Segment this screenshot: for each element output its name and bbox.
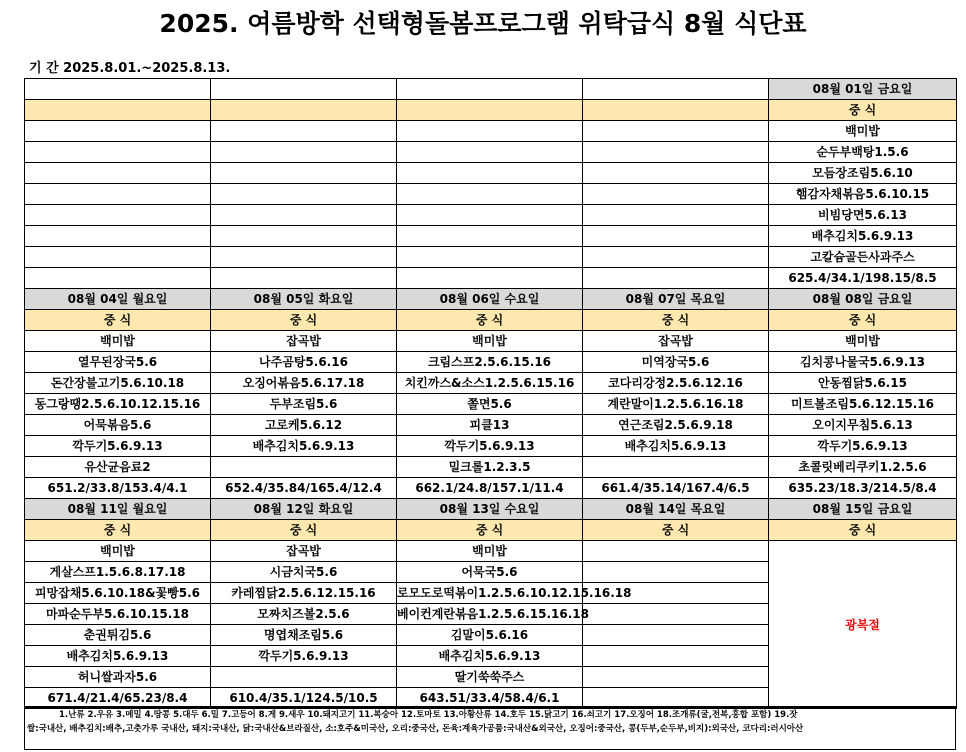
footer-notes xyxy=(24,706,956,750)
table-row xyxy=(25,457,957,478)
menu-item: 시금치국5.6 xyxy=(211,562,397,583)
menu-item: 밀크롤1.2.3.5 xyxy=(397,457,583,478)
menu-item: 625.4/34.1/198.15/8.5 xyxy=(769,268,957,289)
empty-cell xyxy=(211,268,397,289)
week1-meal-row xyxy=(25,100,957,121)
menu-item: 계란말이1.2.5.6.16.18 xyxy=(583,394,769,415)
date-header: 08월 11일 월요일 xyxy=(25,499,211,520)
menu-item: 미트볼조림5.6.12.15.16 xyxy=(769,394,957,415)
table-row xyxy=(25,478,957,499)
meal-label: 중 식 xyxy=(583,310,769,331)
menu-item: 662.1/24.8/157.1/11.4 xyxy=(397,478,583,499)
meal-label: 중 식 xyxy=(211,520,397,541)
table-row xyxy=(25,184,957,205)
menu-item: 오이지무침5.6.13 xyxy=(769,415,957,436)
meal-label: 중 식 xyxy=(583,520,769,541)
menu-item: 유산균음료2 xyxy=(25,457,211,478)
empty-cell xyxy=(211,226,397,247)
empty-cell xyxy=(397,79,583,100)
menu-item: 백미밥 xyxy=(769,331,957,352)
page-title: 2025. 여름방학 선택형돌봄프로그램 위탁급식 8월 식단표 xyxy=(159,9,807,38)
empty-cell xyxy=(25,205,211,226)
menu-item: 순두부백탕1.5.6 xyxy=(769,142,957,163)
origin-notes: 쌀:국내산, 배추김치:배추,고춧가루 국내산, 돼지:국내산, 닭:국내산&브라질산, 소:호주&미국산, 오리:중국산, 돈육:계육가공품:국내산&외국산, 오징어:중국산, 콩(두부,순두부,비지):외국산, 코다리:러시아산 xyxy=(27,724,804,734)
empty-cell xyxy=(583,184,769,205)
menu-item: 오징어볶음5.6.17.18 xyxy=(211,373,397,394)
table-row xyxy=(25,541,957,562)
date-header: 08월 15일 금요일 xyxy=(769,499,957,520)
empty-cell xyxy=(211,205,397,226)
empty-cell xyxy=(583,79,769,100)
holiday-label: 광복절 xyxy=(769,541,957,709)
menu-item: 어묵국5.6 xyxy=(397,562,583,583)
menu-item: 두부조림5.6 xyxy=(211,394,397,415)
menu-item: 백미밥 xyxy=(397,541,583,562)
menu-item: 잡곡밥 xyxy=(211,331,397,352)
menu-item: 미역장국5.6 xyxy=(583,352,769,373)
empty-cell xyxy=(583,226,769,247)
meal-label: 중 식 xyxy=(25,520,211,541)
table-row xyxy=(25,247,957,268)
menu-item: 고로케5.6.12 xyxy=(211,415,397,436)
allergen-legend: 1.난류 2.우유 3.메밀 4.땅콩 5.대두 6.밀 7.고등어 8.게 9.새우 10.돼지고기 11.복숭아 12.토마토 13.아황산류 14.호두 15.닭고기 16.쇠고기 17.오징어 18.조개류(굴,전복,홍합 포함) 19.잣 xyxy=(59,710,798,720)
menu-item: 잡곡밥 xyxy=(583,331,769,352)
date-header: 08월 14일 목요일 xyxy=(583,499,769,520)
empty-cell xyxy=(25,121,211,142)
date-header: 08월 01일 금요일 xyxy=(769,79,957,100)
menu-item: 깍두기5.6.9.13 xyxy=(25,436,211,457)
menu-item: 김말이5.6.16 xyxy=(397,625,583,646)
menu-item: 동그랑땡2.5.6.10.12.15.16 xyxy=(25,394,211,415)
menu-item: 백미밥 xyxy=(397,331,583,352)
empty-cell xyxy=(25,100,211,121)
menu-item: 배추김치5.6.9.13 xyxy=(211,436,397,457)
empty-cell xyxy=(211,100,397,121)
menu-item: 배추김치5.6.9.13 xyxy=(25,646,211,667)
meal-label: 중 식 xyxy=(25,310,211,331)
menu-item: 연근조림2.5.6.9.18 xyxy=(583,415,769,436)
date-header: 08월 08일 금요일 xyxy=(769,289,957,310)
empty-cell xyxy=(583,562,769,583)
empty-cell xyxy=(211,121,397,142)
menu-item: 마파순두부5.6.10.15.18 xyxy=(25,604,211,625)
date-header: 08월 06일 수요일 xyxy=(397,289,583,310)
meal-label: 중 식 xyxy=(769,310,957,331)
date-header: 08월 05일 화요일 xyxy=(211,289,397,310)
menu-item: 김치콩나물국5.6.9.13 xyxy=(769,352,957,373)
table-row xyxy=(25,121,957,142)
table-row xyxy=(25,394,957,415)
menu-item: 명엽채조림5.6 xyxy=(211,625,397,646)
table-row xyxy=(25,436,957,457)
menu-item: 610.4/35.1/124.5/10.5 xyxy=(211,688,397,709)
menu-item: 모듬장조림5.6.10 xyxy=(769,163,957,184)
date-header: 08월 04일 월요일 xyxy=(25,289,211,310)
empty-cell xyxy=(583,163,769,184)
empty-cell xyxy=(397,163,583,184)
empty-cell xyxy=(583,247,769,268)
menu-item: 백미밥 xyxy=(25,541,211,562)
menu-item: 671.4/21.4/65.23/8.4 xyxy=(25,688,211,709)
empty-cell xyxy=(397,205,583,226)
empty-cell xyxy=(397,226,583,247)
menu-item: 백미밥 xyxy=(769,121,957,142)
menu-item: 초콜릿베리쿠키1.2.5.6 xyxy=(769,457,957,478)
menu-item: 652.4/35.84/165.4/12.4 xyxy=(211,478,397,499)
menu-item: 로모도로떡볶이1.2.5.6.10.12.15.16.18 xyxy=(397,583,583,604)
menu-item: 651.2/33.8/153.4/4.1 xyxy=(25,478,211,499)
empty-cell xyxy=(397,142,583,163)
meal-label: 중 식 xyxy=(397,310,583,331)
menu-item: 돈간장불고기5.6.10.18 xyxy=(25,373,211,394)
menu-item: 643.51/33.4/58.4/6.1 xyxy=(397,688,583,709)
period-label: 기 간 2025.8.01.~2025.8.13. xyxy=(29,61,231,76)
week3-meal-row xyxy=(25,520,957,541)
menu-item: 카레찜닭2.5.6.12.15.16 xyxy=(211,583,397,604)
menu-item: 게살스프1.5.6.8.17.18 xyxy=(25,562,211,583)
empty-cell xyxy=(397,268,583,289)
menu-item: 비빔당면5.6.13 xyxy=(769,205,957,226)
menu-item xyxy=(583,457,769,478)
empty-cell xyxy=(25,184,211,205)
menu-item xyxy=(211,457,397,478)
week3-date-row xyxy=(25,499,957,520)
empty-cell xyxy=(583,646,769,667)
menu-item: 잡곡밥 xyxy=(211,541,397,562)
empty-cell xyxy=(25,226,211,247)
empty-cell xyxy=(25,142,211,163)
week2-date-row xyxy=(25,289,957,310)
menu-table xyxy=(24,78,957,709)
menu-item: 허니쌀과자5.6 xyxy=(25,667,211,688)
menu-item: 피클13 xyxy=(397,415,583,436)
empty-cell xyxy=(211,79,397,100)
menu-item: 크림스프2.5.6.15.16 xyxy=(397,352,583,373)
meal-label: 중 식 xyxy=(211,310,397,331)
date-header: 08월 13일 수요일 xyxy=(397,499,583,520)
empty-cell xyxy=(397,247,583,268)
table-row xyxy=(25,205,957,226)
menu-item: 661.4/35.14/167.4/6.5 xyxy=(583,478,769,499)
meal-label: 중 식 xyxy=(769,520,957,541)
empty-cell xyxy=(211,142,397,163)
menu-item: 635.23/18.3/214.5/8.4 xyxy=(769,478,957,499)
table-row xyxy=(25,415,957,436)
menu-item: 치킨까스&소스1.2.5.6.15.16 xyxy=(397,373,583,394)
menu-item: 코다리강정2.5.6.12.16 xyxy=(583,373,769,394)
menu-item: 쫄면5.6 xyxy=(397,394,583,415)
menu-item: 열무된장국5.6 xyxy=(25,352,211,373)
table-row xyxy=(25,268,957,289)
empty-cell xyxy=(397,100,583,121)
date-header: 08월 07일 목요일 xyxy=(583,289,769,310)
menu-item: 깍두기5.6.9.13 xyxy=(397,436,583,457)
menu-item: 모짜치즈볼2.5.6 xyxy=(211,604,397,625)
empty-cell xyxy=(583,121,769,142)
table-row xyxy=(25,226,957,247)
menu-item: 베이컨계란볶음1.2.5.6.15.16.18 xyxy=(397,604,583,625)
table-row xyxy=(25,163,957,184)
empty-cell xyxy=(25,247,211,268)
menu-item xyxy=(211,667,397,688)
empty-cell xyxy=(583,142,769,163)
empty-cell xyxy=(25,163,211,184)
meal-label: 중 식 xyxy=(769,100,957,121)
week2-meal-row xyxy=(25,310,957,331)
empty-cell xyxy=(583,541,769,562)
empty-cell xyxy=(583,205,769,226)
menu-item: 깍두기5.6.9.13 xyxy=(211,646,397,667)
empty-cell xyxy=(211,184,397,205)
empty-cell xyxy=(397,121,583,142)
table-row xyxy=(25,142,957,163)
empty-cell xyxy=(583,100,769,121)
menu-item: 배추김치5.6.9.13 xyxy=(583,436,769,457)
menu-item: 고칼슘골든사과주스 xyxy=(769,247,957,268)
menu-item: 깍두기5.6.9.13 xyxy=(769,436,957,457)
empty-cell xyxy=(583,604,769,625)
empty-cell xyxy=(583,625,769,646)
empty-cell xyxy=(211,163,397,184)
menu-item: 춘권튀김5.6 xyxy=(25,625,211,646)
empty-cell xyxy=(397,184,583,205)
menu-item: 배추김치5.6.9.13 xyxy=(397,646,583,667)
menu-item: 딸기쑥쑥주스 xyxy=(397,667,583,688)
date-header: 08월 12일 화요일 xyxy=(211,499,397,520)
menu-item: 피망잡채5.6.10.18&꽃빵5.6 xyxy=(25,583,211,604)
table-row xyxy=(25,331,957,352)
menu-item: 햄감자채볶음5.6.10.15 xyxy=(769,184,957,205)
week1-date-row xyxy=(25,79,957,100)
empty-cell xyxy=(25,79,211,100)
empty-cell xyxy=(25,268,211,289)
empty-cell xyxy=(211,247,397,268)
table-row xyxy=(25,373,957,394)
table-row xyxy=(25,352,957,373)
meal-label: 중 식 xyxy=(397,520,583,541)
menu-item: 어묵볶음5.6 xyxy=(25,415,211,436)
empty-cell xyxy=(583,667,769,688)
empty-cell xyxy=(583,268,769,289)
menu-item: 백미밥 xyxy=(25,331,211,352)
menu-item: 배추김치5.6.9.13 xyxy=(769,226,957,247)
menu-item: 안동찜닭5.6.15 xyxy=(769,373,957,394)
menu-item: 나주곰탕5.6.16 xyxy=(211,352,397,373)
